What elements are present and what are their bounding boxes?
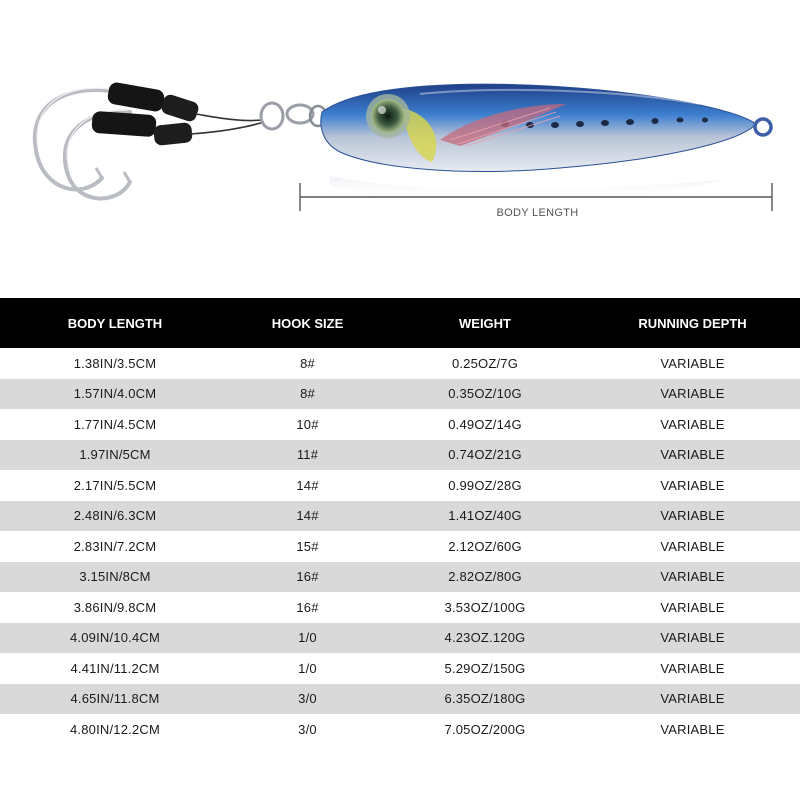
double-hook <box>35 90 130 198</box>
cell-hook-size: 8# <box>300 355 315 371</box>
cell-weight: 1.41OZ/40G <box>448 508 522 524</box>
cell-body-length: 4.09IN/10.4CM <box>69 630 161 646</box>
cell-running-depth: VARIABLE <box>660 355 725 371</box>
cell-hook-size: 8# <box>300 386 315 402</box>
cell-running-depth: VARIABLE <box>660 538 725 554</box>
cell-weight: 3.53OZ/100G <box>444 599 526 615</box>
header-running-depth: RUNNING DEPTH <box>638 315 747 331</box>
cell-running-depth: VARIABLE <box>660 416 725 432</box>
cell-weight: 7.05OZ/200G <box>444 721 526 737</box>
header-body-length: BODY LENGTH <box>67 315 163 331</box>
cell-body-length: 1.77IN/4.5CM <box>73 416 157 432</box>
cell-hook-size: 16# <box>296 599 319 615</box>
cell-weight: 2.12OZ/60G <box>448 538 522 554</box>
cell-hook-size: 16# <box>296 569 319 585</box>
cell-running-depth: VARIABLE <box>660 569 725 585</box>
cell-running-depth: VARIABLE <box>660 630 725 646</box>
cell-body-length: 3.86IN/9.8CM <box>73 599 157 615</box>
cell-weight: 0.99OZ/28G <box>448 477 522 493</box>
cell-running-depth: VARIABLE <box>660 691 725 707</box>
cell-weight: 5.29OZ/150G <box>444 660 526 676</box>
cell-running-depth: VARIABLE <box>660 721 725 737</box>
cell-body-length: 1.38IN/3.5CM <box>73 355 157 371</box>
table-row <box>0 531 800 562</box>
cell-body-length: 3.15IN/8CM <box>79 569 151 585</box>
cell-body-length: 4.80IN/12.2CM <box>69 721 161 737</box>
cell-body-length: 4.41IN/11.2CM <box>70 660 160 676</box>
cell-running-depth: VARIABLE <box>660 660 725 676</box>
cell-hook-size: 3/0 <box>298 721 317 737</box>
cell-body-length: 1.57IN/4.0CM <box>73 386 157 402</box>
cell-body-length: 4.65IN/11.8CM <box>70 691 160 707</box>
cell-weight: 0.35OZ/10G <box>448 386 522 402</box>
cell-weight: 4.23OZ.120G <box>444 630 526 646</box>
table-row <box>0 562 800 593</box>
table-row <box>0 440 800 471</box>
table-row <box>0 623 800 654</box>
cell-body-length: 1.97IN/5CM <box>79 447 151 463</box>
cell-weight: 2.82OZ/80G <box>448 569 522 585</box>
cell-hook-size: 1/0 <box>298 630 317 646</box>
cell-running-depth: VARIABLE <box>660 477 725 493</box>
table-row <box>0 379 800 410</box>
table-row <box>0 409 800 440</box>
hook-tube-icon <box>107 81 166 112</box>
lure-eye-icon <box>371 99 405 133</box>
cell-weight: 0.74OZ/21G <box>448 447 522 463</box>
cell-body-length: 2.17IN/5.5CM <box>73 477 157 493</box>
table-row <box>0 470 800 501</box>
header-hook-size: HOOK SIZE <box>271 315 344 331</box>
cell-weight: 0.49OZ/14G <box>448 416 522 432</box>
body-length-caption: BODY LENGTH <box>496 207 579 219</box>
cell-hook-size: 11# <box>296 447 319 463</box>
cell-body-length: 2.48IN/6.3CM <box>73 508 157 524</box>
cell-running-depth: VARIABLE <box>660 599 725 615</box>
cell-hook-size: 14# <box>296 508 319 524</box>
fishing-lure-illustration <box>0 0 800 280</box>
table-row <box>0 684 800 715</box>
cell-weight: 6.35OZ/180G <box>444 691 526 707</box>
table-row <box>0 592 800 623</box>
table-header <box>0 298 800 348</box>
cell-weight: 0.25OZ/7G <box>451 355 519 371</box>
table-row <box>0 348 800 379</box>
table-row <box>0 653 800 684</box>
split-ring-icon <box>261 103 283 129</box>
spec-table <box>0 298 800 745</box>
cell-hook-size: 3/0 <box>298 691 317 707</box>
cell-hook-size: 15# <box>296 538 319 554</box>
cell-hook-size: 10# <box>296 416 319 432</box>
cell-running-depth: VARIABLE <box>660 386 725 402</box>
cell-hook-size: 14# <box>296 477 319 493</box>
table-row <box>0 501 800 532</box>
product-image <box>0 0 800 280</box>
cell-running-depth: VARIABLE <box>660 447 725 463</box>
cell-running-depth: VARIABLE <box>660 508 725 524</box>
table-row <box>0 714 800 745</box>
cell-body-length: 2.83IN/7.2CM <box>73 538 157 554</box>
header-weight: WEIGHT <box>459 315 511 331</box>
cell-hook-size: 1/0 <box>298 660 317 676</box>
